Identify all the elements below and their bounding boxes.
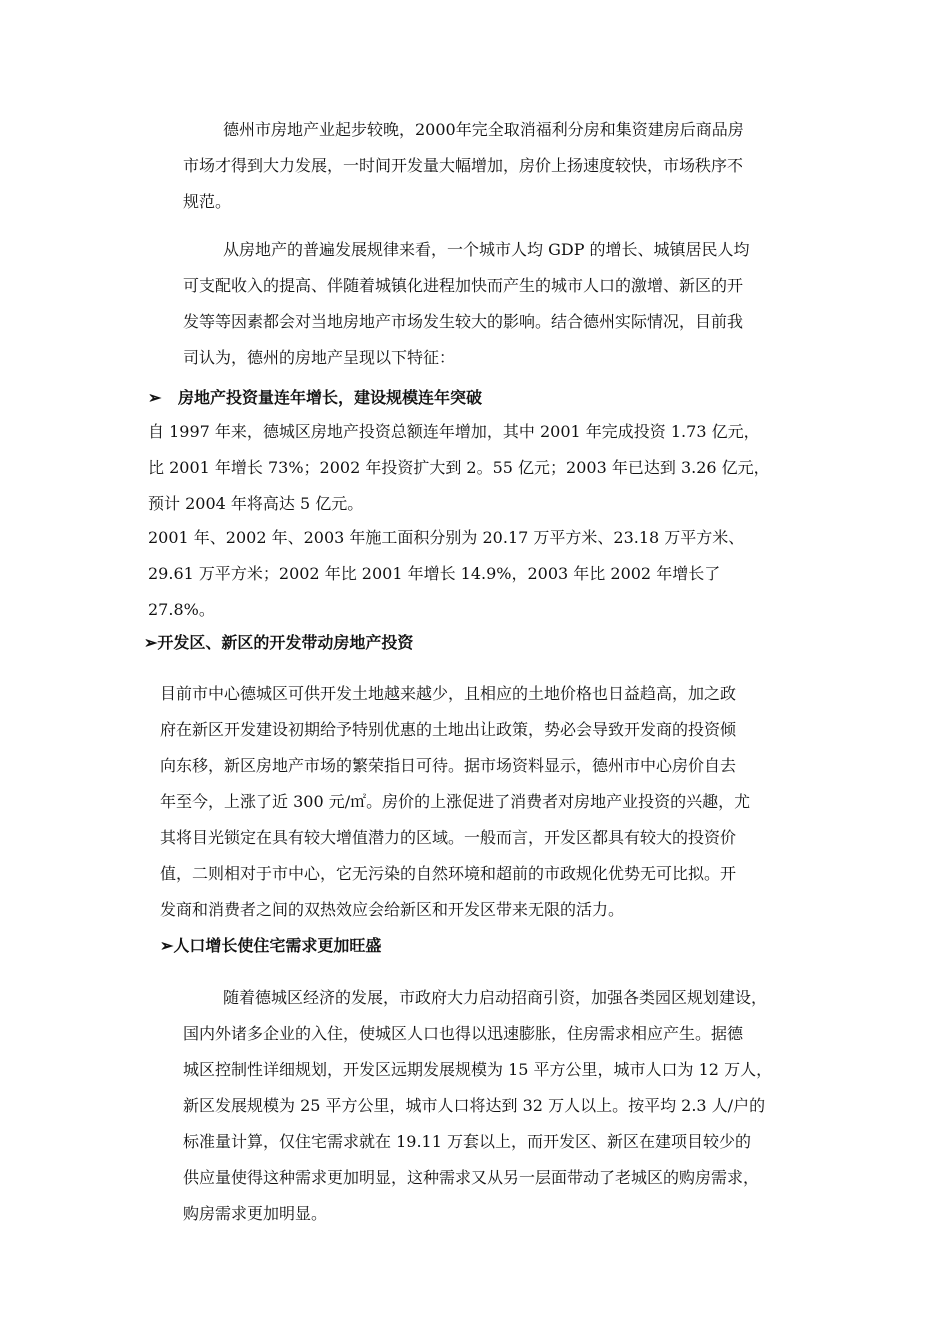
text-line: 规范。: [183, 192, 232, 211]
text-line: 27.8%。: [148, 600, 215, 619]
text-line: 德州市房地产业起步较晚，2000年完全取消福利分房和集资建房后商品房: [223, 120, 744, 139]
text-line: 29.61 万平方米；2002 年比 2001 年增长 14.9%，2003 年比 2002 年增长了: [148, 564, 721, 583]
heading-text: 人口增长使住宅需求更加旺盛: [173, 936, 382, 955]
text-line: 比 2001 年增长 73%；2002 年投资扩大到 2。55 亿元；2003 年已达到 3.26 亿元，: [148, 458, 770, 477]
text-line: 新区发展规模为 25 平方公里，城市人口将达到 32 万人以上。按平均 2.3 人/户的: [183, 1096, 766, 1115]
text-line: 供应量使得这种需求更加明显，这种需求又从另一层面带动了老城区的购房需求，: [183, 1168, 760, 1187]
text-line: 其将目光锁定在具有较大增值潜力的区域。一般而言，开发区都具有较大的投资价: [160, 828, 737, 847]
text-line: 城区控制性详细规划，开发区远期发展规模为 15 平方公里，城市人口为 12 万人，: [183, 1060, 773, 1079]
section-heading-population: [160, 928, 381, 964]
paragraph-market-origin: [183, 112, 823, 220]
arrow-bullet-icon: ➢: [160, 936, 174, 955]
heading-text: 开发区、新区的开发带动房地产投资: [157, 633, 414, 652]
text-line: 可支配收入的提高、伴随着城镇化进程加快而产生的城市人口的激增、新区的开: [183, 276, 744, 295]
text-line: 从房地产的普遍发展规律来看，一个城市人均 GDP 的增长、城镇居民人均: [223, 240, 750, 259]
text-line: 标准量计算，仅住宅需求就在 19.11 万套以上，而开发区、新区在建项目较少的: [183, 1132, 751, 1151]
paragraph-housing-demand: [183, 980, 823, 1232]
arrow-bullet-icon: ➢: [148, 388, 162, 407]
text-line: 司认为，德州的房地产呈现以下特征：: [183, 348, 456, 367]
heading-text: 房地产投资量连年增长，建设规模连年突破: [178, 388, 483, 407]
text-line: 自 1997 年来，德城区房地产投资总额连年增加，其中 2001 年完成投资 1.73 亿元，: [148, 422, 760, 441]
paragraph-investment-figures: [148, 414, 818, 522]
text-line: 发等等因素都会对当地房地产市场发生较大的影响。结合德州实际情况，目前我: [183, 312, 744, 331]
text-line: 年至今，上涨了近 300 元/㎡。房价的上涨促进了消费者对房地产业投资的兴趣，尤: [160, 792, 751, 811]
arrow-bullet-icon: ➢: [144, 633, 158, 652]
section-heading-investment: [148, 380, 482, 416]
text-line: 发商和消费者之间的双热效应会给新区和开发区带来无限的活力。: [160, 900, 625, 919]
paragraph-new-district-investment: [160, 676, 810, 928]
text-line: 2001 年、2002 年、2003 年施工面积分别为 20.17 万平方米、23.18 万平方米、: [148, 528, 745, 547]
paragraph-development-factors: [183, 232, 823, 376]
text-line: 目前市中心德城区可供开发土地越来越少，且相应的土地价格也日益趋高，加之政: [160, 684, 737, 703]
text-line: 市场才得到大力发展，一时间开发量大幅增加，房价上扬速度较快，市场秩序不: [183, 156, 744, 175]
text-line: 向东移，新区房地产市场的繁荣指日可待。据市场资料显示，德州市中心房价自去: [160, 756, 737, 775]
text-line: 购房需求更加明显。: [183, 1204, 328, 1223]
text-line: 预计 2004 年将高达 5 亿元。: [148, 494, 364, 513]
text-line: 国内外诸多企业的入住，使城区人口也得以迅速膨胀，住房需求相应产生。据德: [183, 1024, 744, 1043]
paragraph-construction-area: [148, 520, 820, 628]
text-line: 值，二则相对于市中心，它无污染的自然环境和超前的市政规化优势无可比拟。开: [160, 864, 737, 883]
text-line: 随着德城区经济的发展，市政府大力启动招商引资，加强各类园区规划建设，: [223, 988, 768, 1007]
section-heading-new-district: [144, 625, 413, 661]
text-line: 府在新区开发建设初期给予特别优惠的土地出让政策，势必会导致开发商的投资倾: [160, 720, 737, 739]
